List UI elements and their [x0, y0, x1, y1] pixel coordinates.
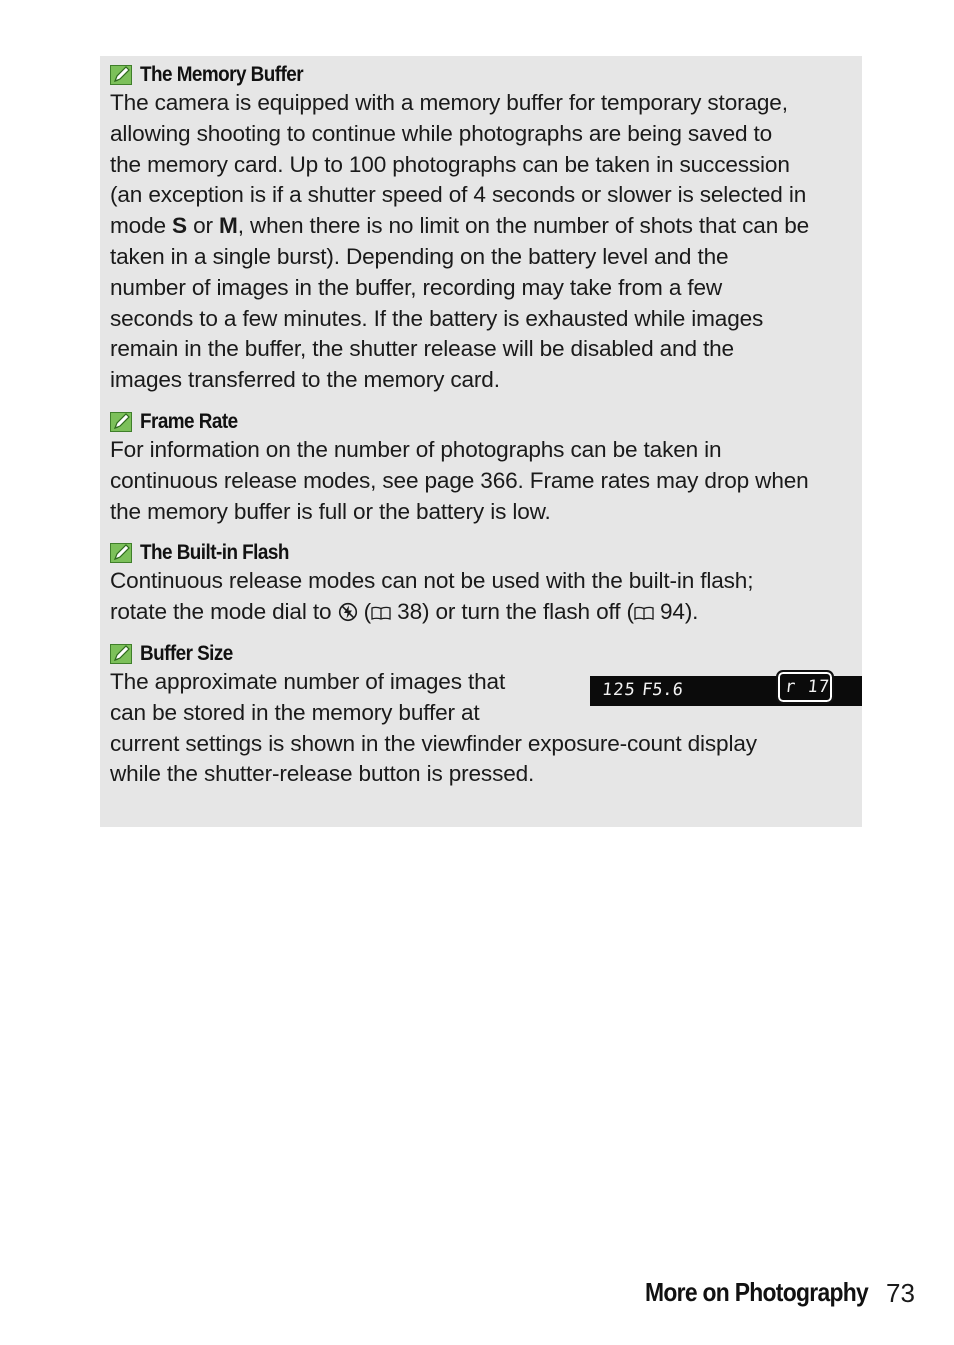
- flash-off-icon: [338, 600, 358, 620]
- pencil-note-icon: [110, 65, 132, 85]
- body-line: images transferred to the memory card.: [110, 367, 500, 393]
- pencil-note-icon: [110, 412, 132, 432]
- page-reference[interactable]: 38: [391, 599, 422, 625]
- body-line: The camera is equipped with a memory buffer for temporary storage,: [110, 90, 788, 115]
- book-reference-icon: [371, 598, 391, 612]
- body-line: For information on the number of photographs can be taken in: [110, 436, 722, 462]
- section-frame-rate: [110, 409, 852, 527]
- section-built-in-flash: [110, 540, 852, 628]
- body-line: seconds to a few minutes. If the battery is exhausted while images: [110, 305, 764, 331]
- book-reference-icon: [634, 598, 654, 612]
- section-memory-buffer: [110, 62, 852, 396]
- section-heading: [110, 641, 852, 667]
- notes-panel: [100, 56, 862, 827]
- body-line: continuous release modes, see page 366. Frame rates may drop when: [110, 467, 809, 493]
- body-line: while the shutter-release button is pressed.: [110, 761, 535, 787]
- viewfinder-shutter-speed: 125: [600, 679, 637, 700]
- viewfinder-aperture: F5.6: [640, 679, 685, 700]
- text-fragment: ) or turn the flash off (: [422, 599, 634, 625]
- text-fragment: , when there is no limit on the number of shots that can be: [237, 213, 810, 239]
- page-reference[interactable]: 94: [653, 599, 685, 625]
- text-fragment: mode: [110, 213, 173, 239]
- text-fragment: rotate the mode dial to: [110, 599, 338, 625]
- pencil-note-icon: [110, 543, 132, 563]
- section-buffer-size: [110, 641, 852, 790]
- body-line: (an exception is if a shutter speed of 4 seconds or slower is selected in: [110, 182, 807, 208]
- section-heading: [110, 409, 852, 435]
- body-line: the memory card. Up to 100 photographs can be taken in succession: [110, 151, 790, 177]
- text-fragment: (: [357, 599, 372, 625]
- body-line: the memory buffer is full or the battery is low.: [110, 498, 551, 524]
- section-title: The Built-in Flash: [140, 541, 289, 565]
- text-fragment: or: [186, 213, 220, 239]
- body-line: number of images in the buffer, recording may take from a few: [110, 274, 723, 300]
- body-line: allowing shooting to continue while photographs are being saved to: [110, 120, 773, 146]
- body-line: current settings is shown in the viewfinder exposure-count display: [110, 730, 757, 756]
- footer-page-number: 73: [886, 1278, 915, 1308]
- body-line: [110, 213, 809, 238]
- body-line: can be stored in the memory buffer at: [110, 699, 480, 725]
- viewfinder-exposure-count: r 17: [783, 676, 832, 697]
- body-line: Continuous release modes can not be used with the built-in flash;: [110, 568, 754, 594]
- section-body: [110, 88, 852, 396]
- section-body: [110, 566, 852, 628]
- viewfinder-exposure-count-highlight: [776, 670, 834, 704]
- mode-m-label: M: [219, 213, 238, 239]
- section-title: Buffer Size: [140, 641, 233, 665]
- section-title: Frame Rate: [140, 409, 238, 433]
- footer-section-name: More on Photography: [645, 1277, 869, 1307]
- body-line: taken in a single burst). Depending on the battery level and the: [110, 243, 729, 269]
- section-title: The Memory Buffer: [140, 63, 304, 86]
- body-line: [110, 599, 698, 624]
- section-body: [110, 435, 852, 527]
- body-line: remain in the buffer, the shutter release will be disabled and the: [110, 336, 734, 362]
- body-line: The approximate number of images that: [110, 668, 506, 694]
- section-heading: [110, 540, 852, 566]
- mode-s-label: S: [172, 213, 187, 239]
- section-heading: [110, 62, 852, 88]
- viewfinder-display-illustration: [590, 676, 862, 706]
- text-fragment: ).: [684, 599, 699, 625]
- pencil-note-icon: [110, 644, 132, 664]
